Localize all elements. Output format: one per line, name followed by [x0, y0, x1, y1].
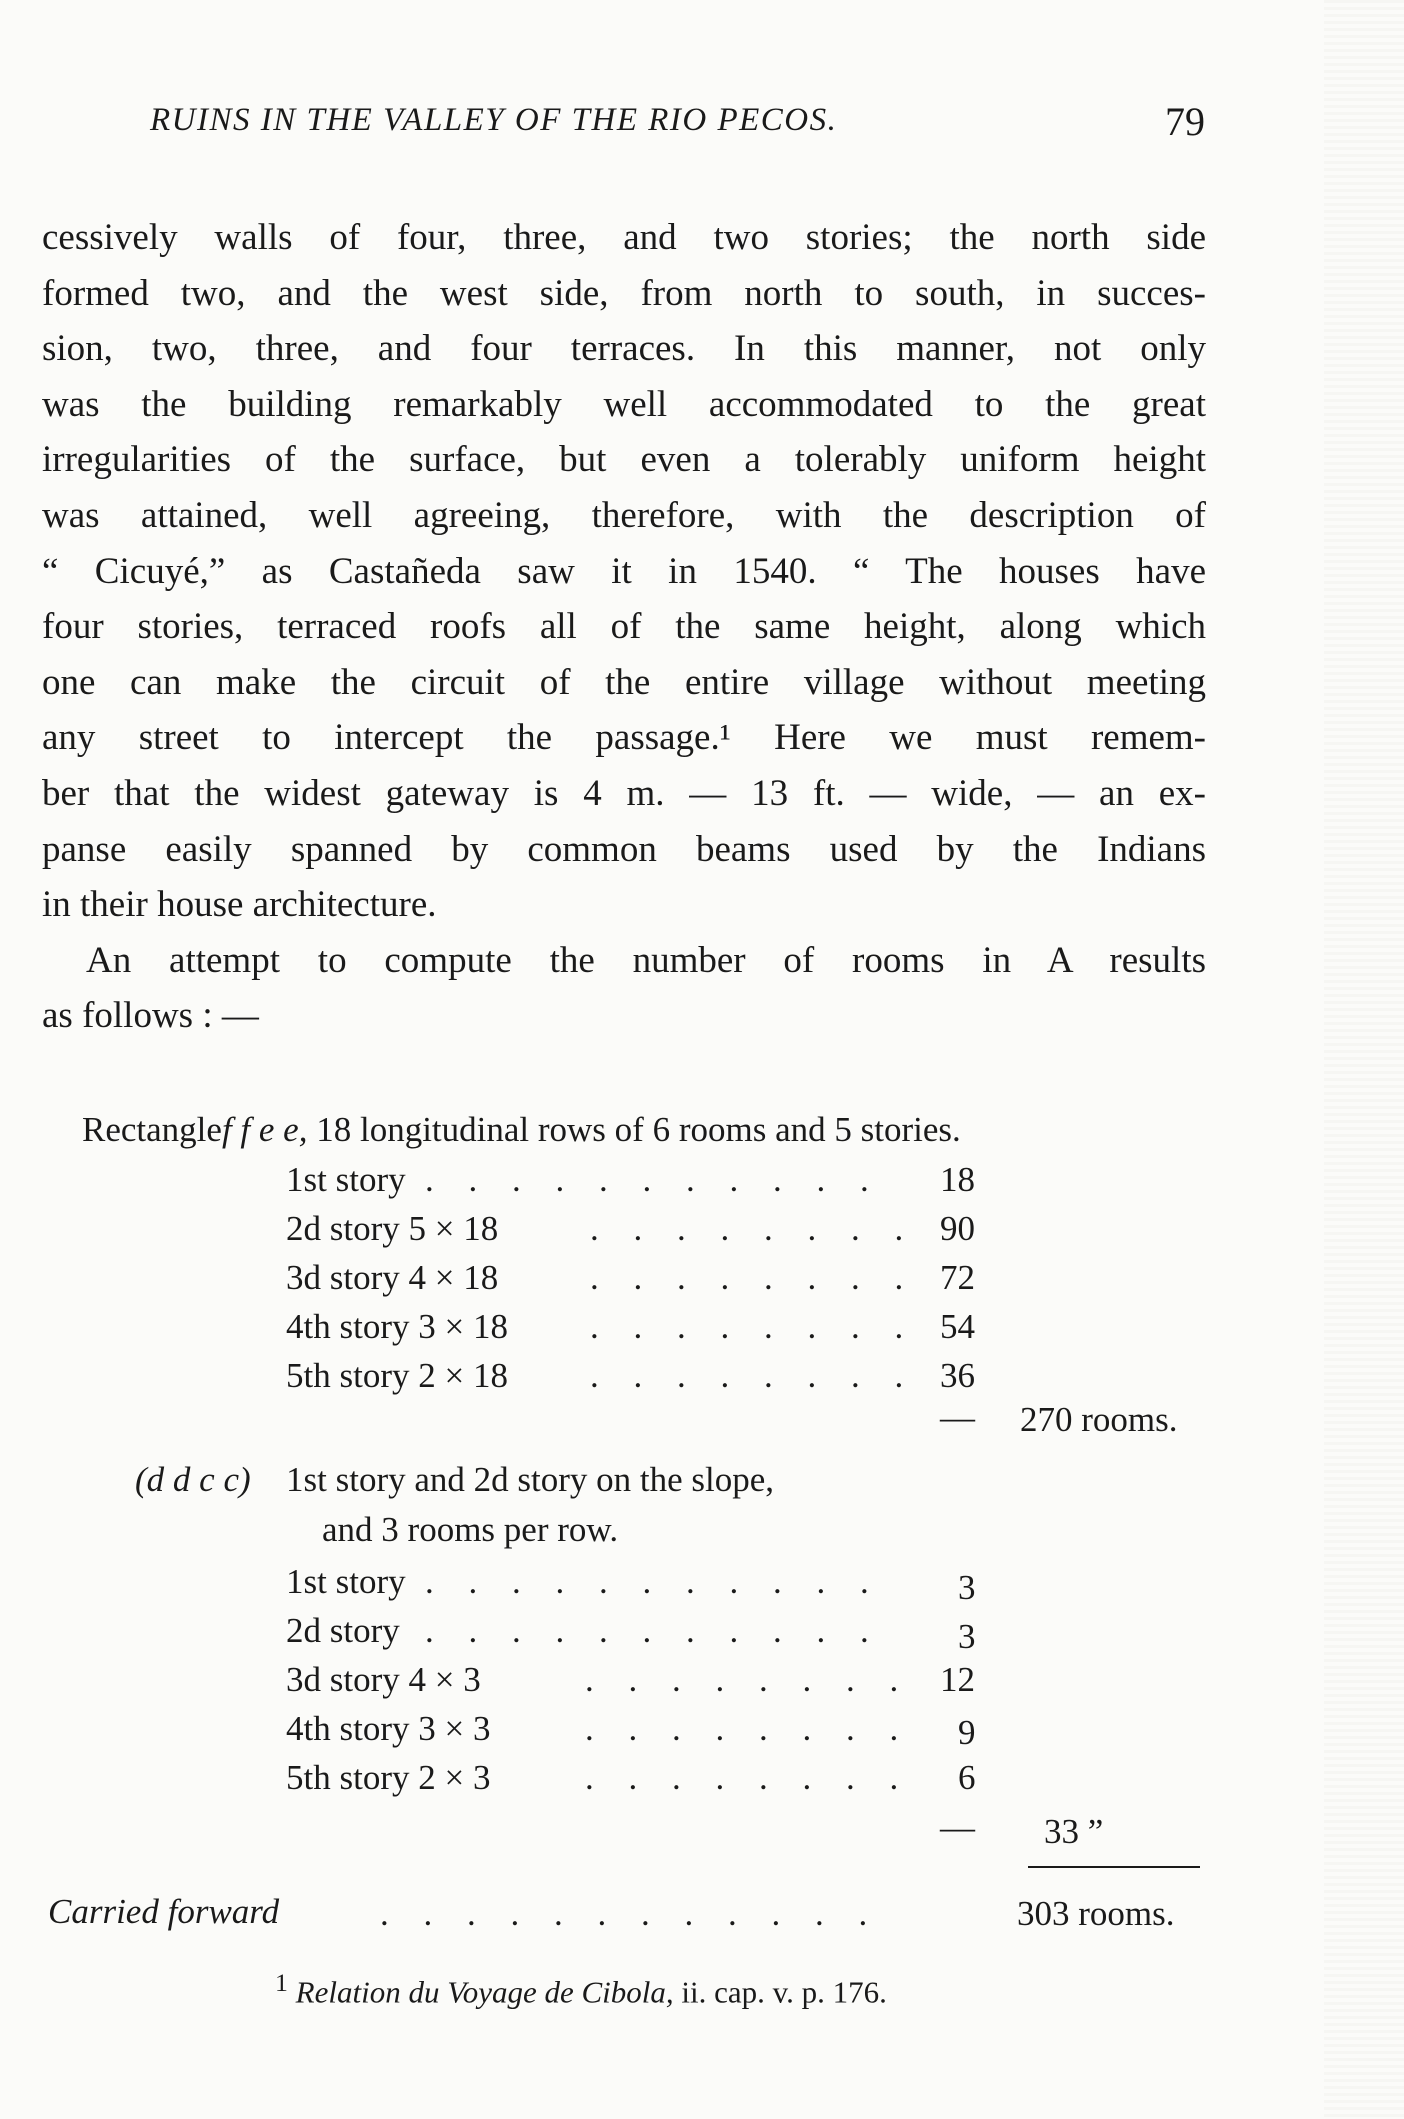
text-line: as follows : — [42, 995, 259, 1037]
leader-dots: . . . . . . . . [590, 1307, 917, 1346]
carried-label: Carried forward [48, 1892, 280, 1931]
text-line: “ Cicuyé,” as Castañeda saw it in 1540. “ The houses have [42, 550, 1206, 592]
footnote [275, 1968, 887, 2010]
text-line: was the building remarkably well accommodated to the great [42, 383, 1206, 425]
text-line: panse easily spanned by common beams used by the Indians [42, 828, 1206, 870]
sum-rule [1028, 1866, 1200, 1868]
page-header [140, 99, 1205, 162]
page-number: 79 [1165, 99, 1205, 144]
section-var: (d d c c) [135, 1460, 251, 1499]
row-label: 4th story 3 × 3 [286, 1709, 491, 1748]
row-label: 2d story [286, 1611, 400, 1650]
row-label: 1st story [286, 1160, 406, 1199]
carried-total: 303 rooms. [1017, 1894, 1175, 1933]
footnote-marker: 1 [275, 1968, 288, 1997]
row-value: 3 [958, 1617, 976, 1656]
row-value: 6 [958, 1758, 976, 1797]
text-line: was attained, well agreeing, therefore, with the description of [42, 494, 1206, 536]
footnote-title: Relation du Voyage de Cibola, [295, 1974, 674, 2010]
row-label: 1st story [286, 1562, 406, 1601]
body-text [42, 210, 1206, 1044]
leader-dots: . . . . . . . . [585, 1758, 912, 1797]
text-line: four stories, terraced roofs all of the same height, along which [42, 606, 1206, 648]
row-value: 36 [940, 1356, 975, 1395]
leader-dots: . . . . . . . . [590, 1356, 917, 1395]
section-line: 1st story and 2d story on the slope, [286, 1460, 775, 1499]
row-label: 5th story 2 × 3 [286, 1758, 491, 1797]
leader-dots: . . . . . . . . . . . [425, 1562, 882, 1601]
row-value: 72 [940, 1258, 975, 1297]
text-line: An attempt to compute the number of rooms in A results [86, 939, 1206, 981]
section-line: and 3 rooms per row. [322, 1510, 619, 1549]
row-value: 90 [940, 1209, 975, 1248]
leader-dots: . . . . . . . . . . . [425, 1160, 882, 1199]
row-value: 3 [958, 1568, 976, 1607]
row-label: 5th story 2 × 18 [286, 1356, 508, 1395]
subtotal-dash: — [940, 1808, 975, 1847]
text-line: any street to intercept the passage.¹ Here we must remem- [42, 717, 1206, 759]
row-label: 3d story 4 × 3 [286, 1660, 481, 1699]
heading-label: Rectangle [82, 1110, 222, 1149]
footnote-rest: ii. cap. v. p. 176. [673, 1974, 887, 2010]
text-line: formed two, and the west side, from north to south, in succes- [42, 272, 1206, 314]
leader-dots: . . . . . . . . [590, 1209, 917, 1248]
leader-dots: . . . . . . . . [585, 1660, 912, 1699]
heading-var: f f e e, [221, 1110, 308, 1149]
row-value: 54 [940, 1307, 975, 1346]
heading-rest: 18 longitudinal rows of 6 rooms and 5 stories. [316, 1110, 961, 1149]
text-line: cessively walls of four, three, and two stories; the north side [42, 217, 1206, 258]
subtotal: 33 ” [1044, 1812, 1104, 1851]
text-line: one can make the circuit of the entire village without meeting [42, 661, 1206, 703]
row-value: 9 [958, 1713, 976, 1752]
leader-dots: . . . . . . . . [585, 1709, 912, 1748]
page-edge-shading [1324, 0, 1404, 2119]
subtotal: 270 rooms. [1020, 1400, 1178, 1439]
leader-dots: . . . . . . . . [590, 1258, 917, 1297]
text-line: sion, two, three, and four terraces. In this manner, not only [42, 328, 1206, 370]
leader-dots: . . . . . . . . . . . [425, 1611, 882, 1650]
row-label: 2d story 5 × 18 [286, 1209, 499, 1248]
row-label: 4th story 3 × 18 [286, 1307, 508, 1346]
subtotal-dash: — [940, 1398, 975, 1437]
text-line: ber that the widest gateway is 4 m. — 13 ft. — wide, — an ex- [42, 772, 1206, 814]
row-value: 18 [940, 1160, 975, 1199]
leader-dots: . . . . . . . . . . . . [380, 1894, 881, 1933]
table-heading [82, 1110, 961, 1150]
row-value: 12 [940, 1660, 975, 1699]
text-line: irregularities of the surface, but even a tolerably uniform height [42, 439, 1206, 481]
text-line: in their house architecture. [42, 884, 437, 926]
row-label: 3d story 4 × 18 [286, 1258, 499, 1297]
running-head: RUINS IN THE VALLEY OF THE RIO PECOS. [150, 102, 838, 138]
